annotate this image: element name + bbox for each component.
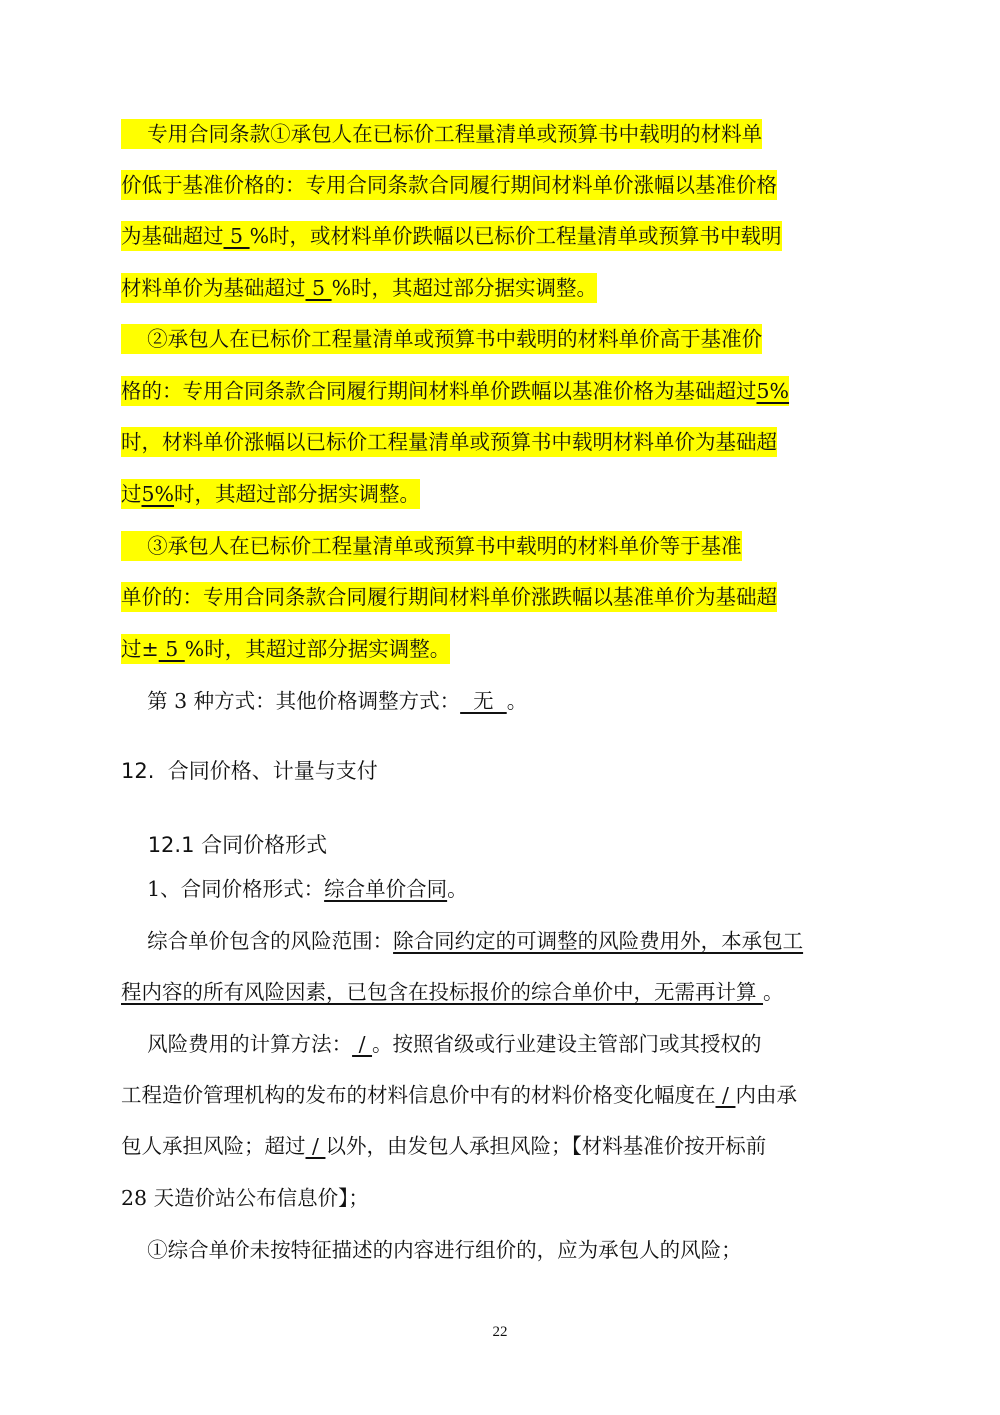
text-line: 专用合同条款①承包人在已标价工程量清单或预算书中载明的材料单: [121, 119, 881, 149]
text-line: 综合单价包含的风险范围：除合同约定的可调整的风险费用外，本承包工: [121, 929, 804, 953]
text-line: 工程造价管理机构的发布的材料信息价中有的材料价格变化幅度在 / 内由承: [121, 1083, 797, 1107]
text-line: 格的：专用合同条款合同履行期间材料单价跌幅以基准价格为基础超过5%: [121, 376, 881, 406]
text-line: 风险费用的计算方法： / 。按照省级或行业建设主管部门或其授权的: [121, 1032, 762, 1056]
page-number: 22: [492, 1324, 508, 1340]
text-line: 第 3 种方式：其他价格调整方式： 无 。: [121, 689, 528, 713]
text-line: 过5%时，其超过部分据实调整。: [121, 479, 881, 509]
text-line: 为基础超过 5 %时，或材料单价跌幅以已标价工程量清单或预算书中载明: [121, 221, 881, 251]
subsection-heading: 12.1 合同价格形式: [121, 833, 328, 857]
text-line: 1、合同价格形式：综合单价合同。: [121, 877, 468, 901]
section-heading: 12. 合同价格、计量与支付: [121, 759, 378, 783]
text-line: 包人承担风险；超过 / 以外，由发包人承担风险；【材料基准价按开标前: [121, 1134, 767, 1158]
text-line: ②承包人在已标价工程量清单或预算书中载明的材料单价高于基准价: [121, 324, 881, 354]
text-line: 程内容的所有风险因素，已包含在投标报价的综合单价中，无需再计算 。: [121, 980, 784, 1004]
text-line: 材料单价为基础超过 5 %时，其超过部分据实调整。: [121, 273, 881, 303]
text-line: 价低于基准价格的：专用合同条款合同履行期间材料单价涨幅以基准价格: [121, 170, 881, 200]
text-line: ①综合单价未按特征描述的内容进行组价的，应为承包人的风险；: [121, 1238, 742, 1262]
text-line: 单价的：专用合同条款合同履行期间材料单价涨跌幅以基准单价为基础超: [121, 582, 881, 612]
text-line: 过± 5 %时，其超过部分据实调整。: [121, 634, 881, 664]
text-line: 28 天造价站公布信息价】；: [121, 1186, 369, 1210]
text-line: 时，材料单价涨幅以已标价工程量清单或预算书中载明材料单价为基础超: [121, 427, 881, 457]
text-line: ③承包人在已标价工程量清单或预算书中载明的材料单价等于基准: [121, 531, 881, 561]
